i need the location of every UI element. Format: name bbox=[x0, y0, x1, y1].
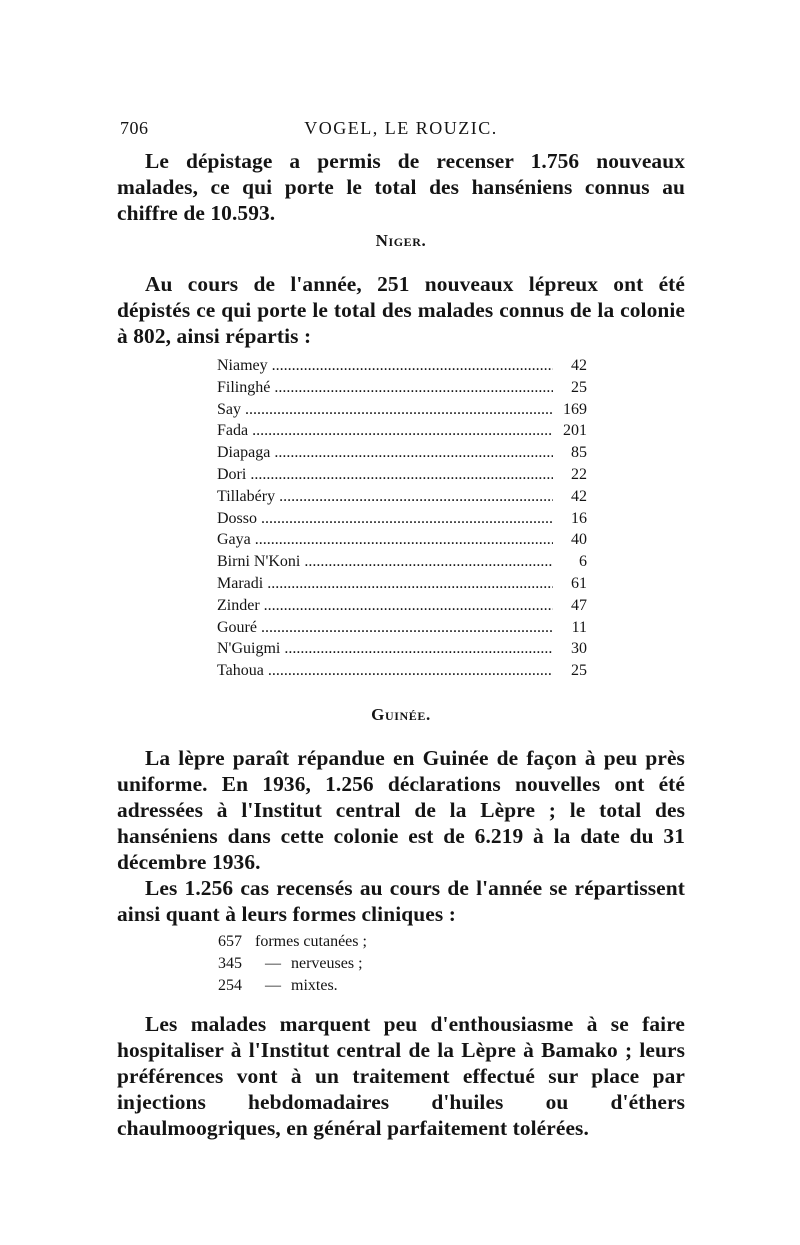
list-item bbox=[217, 442, 587, 464]
leader-dots bbox=[279, 486, 553, 508]
clinical-forms-list bbox=[218, 931, 685, 997]
ditto-dash: — bbox=[265, 954, 281, 972]
guinee-paragraph-3: Les malades marquent peu d'enthousiasme à se faire hospitaliser à l'Institut central de la Lèpre à Bamako ; leurs préférences vont à un traitement effectué sur place par injections hebdomadaires d'huiles ou d'éthers chaulmoogriques, en général parfaitement tolérées. bbox=[117, 1011, 685, 1140]
form-count: 345 bbox=[218, 954, 242, 972]
list-item-value: 40 bbox=[571, 531, 587, 549]
leader-dots bbox=[261, 617, 553, 639]
list-item-value: 61 bbox=[571, 574, 587, 592]
form-label: mixtes. bbox=[291, 976, 338, 994]
document-page bbox=[117, 118, 685, 1141]
list-item-name: Dosso bbox=[217, 509, 258, 527]
list-item-name: Tillabéry bbox=[217, 487, 276, 505]
list-item-name: Zinder bbox=[217, 596, 260, 614]
list-item-value: 201 bbox=[563, 422, 587, 440]
leader-dots bbox=[272, 355, 553, 377]
leader-dots bbox=[274, 377, 553, 399]
list-item bbox=[217, 399, 587, 421]
leader-dots bbox=[267, 573, 553, 595]
list-item-name: Filinghé bbox=[217, 378, 271, 396]
guinee-paragraph-1: La lèpre paraît répandue en Guinée de façon à peu près uniforme. En 1936, 1.256 déclarations nouvelles ont été adressées à l'Institut central de la Lèpre ; le total des hanséniens dans cette colonie est de 6.219 à la date du 31 décembre 1936. bbox=[117, 745, 685, 874]
list-item bbox=[217, 529, 587, 551]
form-label: formes cutanées ; bbox=[255, 932, 367, 950]
leader-dots bbox=[255, 529, 553, 551]
list-item-value: 42 bbox=[571, 487, 587, 505]
list-item bbox=[217, 464, 587, 486]
leader-dots bbox=[264, 595, 553, 617]
section-heading-niger: Niger. bbox=[375, 231, 427, 250]
list-item bbox=[217, 377, 587, 399]
list-item-name: N'Guigmi bbox=[217, 640, 281, 658]
list-item bbox=[217, 660, 587, 682]
list-item bbox=[217, 573, 587, 595]
list-item-name: Fada bbox=[217, 422, 249, 440]
list-item-value: 6 bbox=[579, 553, 587, 571]
list-item bbox=[218, 931, 685, 953]
list-item bbox=[217, 638, 587, 660]
running-head bbox=[117, 118, 685, 144]
leader-dots bbox=[274, 442, 553, 464]
list-item-value: 25 bbox=[571, 662, 587, 680]
list-item-name: Tahoua bbox=[217, 662, 264, 680]
running-title: VOGEL, LE ROUZIC. bbox=[304, 118, 498, 138]
list-item bbox=[217, 508, 587, 530]
leader-dots bbox=[268, 660, 553, 682]
list-item-name: Birni N'Koni bbox=[217, 553, 301, 571]
list-item bbox=[218, 975, 685, 997]
leader-dots bbox=[261, 508, 553, 530]
list-item-name: Gaya bbox=[217, 531, 251, 549]
guinee-paragraph-2: Les 1.256 cas recensés au cours de l'année se répartissent ainsi quant à leurs formes cliniques : bbox=[117, 875, 685, 926]
form-count: 254 bbox=[218, 976, 242, 994]
list-item bbox=[217, 551, 587, 573]
list-item-value: 42 bbox=[571, 357, 587, 374]
list-item bbox=[217, 355, 587, 377]
leader-dots bbox=[284, 638, 553, 660]
leader-dots bbox=[304, 551, 553, 573]
niger-distribution-list bbox=[217, 355, 587, 682]
leader-dots bbox=[250, 464, 553, 486]
list-item-value: 22 bbox=[571, 465, 587, 483]
list-item-value: 47 bbox=[571, 596, 587, 614]
list-item-value: 11 bbox=[571, 618, 587, 636]
leader-dots bbox=[252, 420, 553, 442]
list-item bbox=[217, 486, 587, 508]
list-item bbox=[218, 953, 685, 975]
form-count: 657 bbox=[218, 932, 242, 950]
list-item-value: 85 bbox=[571, 444, 587, 462]
list-item-name: Say bbox=[217, 400, 241, 418]
form-label: nerveuses ; bbox=[291, 954, 363, 972]
list-item-name: Dori bbox=[217, 465, 247, 483]
page-number: 706 bbox=[120, 118, 149, 138]
list-item-value: 30 bbox=[571, 640, 587, 658]
list-item-name: Niamey bbox=[217, 357, 268, 374]
list-item-name: Maradi bbox=[217, 574, 264, 592]
niger-paragraph: Au cours de l'année, 251 nouveaux lépreux ont été dépistés ce qui porte le total des malades connus de la colonie à 802, ainsi répartis : bbox=[117, 272, 685, 348]
ditto-dash: — bbox=[265, 976, 281, 994]
list-item-value: 16 bbox=[571, 509, 587, 527]
intro-paragraph: Le dépistage a permis de recenser 1.756 nouveaux malades, ce qui porte le total des hanséniens connus au chiffre de 10.593. bbox=[117, 149, 685, 225]
list-item-value: 25 bbox=[571, 378, 587, 396]
list-item-name: Diapaga bbox=[217, 444, 271, 462]
leader-dots bbox=[245, 399, 553, 421]
section-heading-guinee: Guinée. bbox=[371, 704, 431, 724]
list-item bbox=[217, 420, 587, 442]
list-item bbox=[217, 595, 587, 617]
list-item-value: 169 bbox=[563, 400, 587, 418]
list-item bbox=[217, 617, 587, 639]
list-item-name: Gouré bbox=[217, 618, 257, 636]
